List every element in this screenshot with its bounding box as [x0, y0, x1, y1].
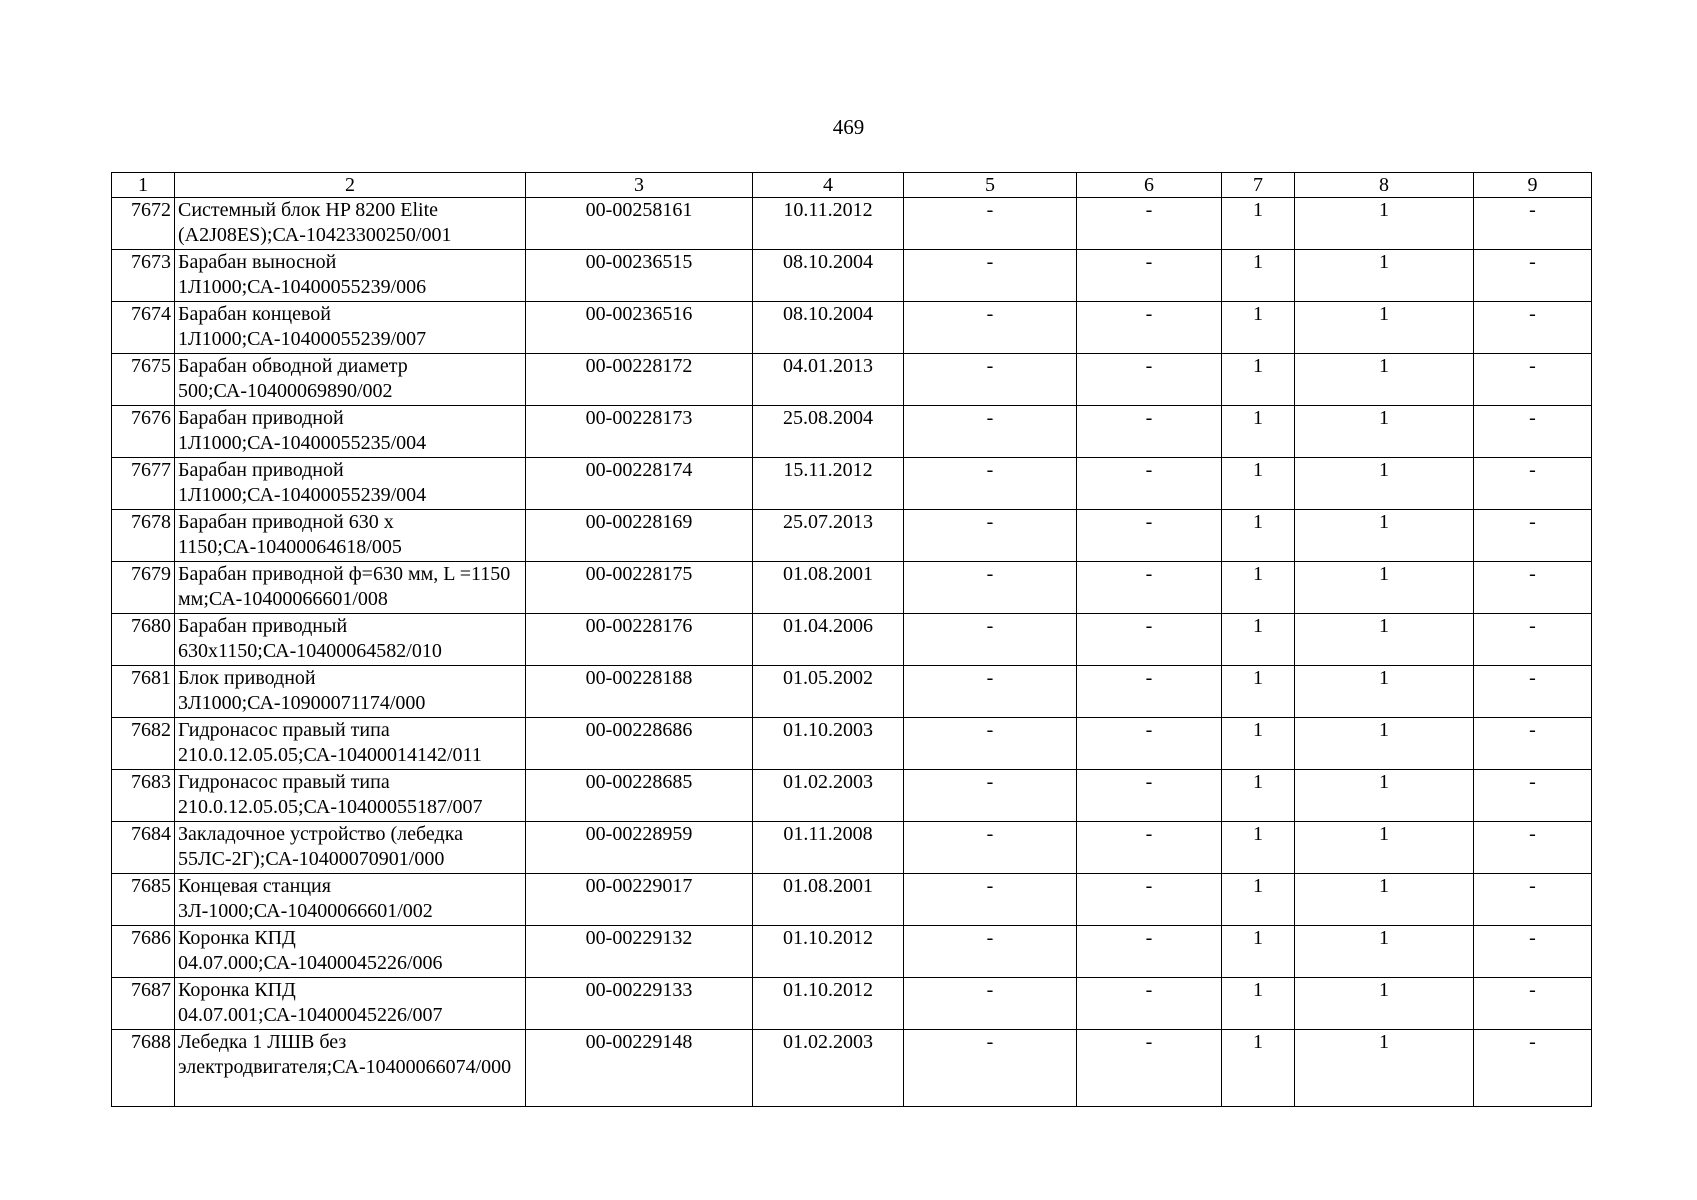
column-9-cell: -	[1474, 354, 1592, 406]
asset-name-cell: Блок приводной 3Л1000;СА-10900071174/000	[175, 666, 526, 718]
column-header: 6	[1077, 173, 1222, 198]
column-7-cell: 1	[1222, 770, 1295, 822]
inventory-code-cell: 00-00258161	[526, 198, 753, 250]
column-5-cell: -	[904, 874, 1077, 926]
inventory-code-cell: 00-00228188	[526, 666, 753, 718]
date-cell: 01.02.2003	[753, 1030, 904, 1107]
inventory-code-cell: 00-00228172	[526, 354, 753, 406]
column-5-cell: -	[904, 978, 1077, 1030]
row-number-cell: 7678	[112, 510, 175, 562]
column-7-cell: 1	[1222, 874, 1295, 926]
asset-name-cell: Барабан обводной диаметр 500;СА-10400069890/002	[175, 354, 526, 406]
asset-name-cell: Коронка КПД 04.07.001;СА-10400045226/007	[175, 978, 526, 1030]
inventory-code-cell: 00-00228959	[526, 822, 753, 874]
row-number-cell: 7686	[112, 926, 175, 978]
column-9-cell: -	[1474, 874, 1592, 926]
column-9-cell: -	[1474, 614, 1592, 666]
column-9-cell: -	[1474, 406, 1592, 458]
column-header: 5	[904, 173, 1077, 198]
column-5-cell: -	[904, 510, 1077, 562]
row-number-cell: 7684	[112, 822, 175, 874]
inventory-code-cell: 00-00228175	[526, 562, 753, 614]
column-8-cell: 1	[1295, 458, 1474, 510]
column-9-cell: -	[1474, 562, 1592, 614]
date-cell: 08.10.2004	[753, 250, 904, 302]
column-6-cell: -	[1077, 1030, 1222, 1107]
inventory-code-cell: 00-00228174	[526, 458, 753, 510]
date-cell: 01.11.2008	[753, 822, 904, 874]
column-9-cell: -	[1474, 198, 1592, 250]
column-6-cell: -	[1077, 614, 1222, 666]
column-header: 9	[1474, 173, 1592, 198]
column-7-cell: 1	[1222, 458, 1295, 510]
table-row	[112, 198, 1592, 250]
date-cell: 15.11.2012	[753, 458, 904, 510]
column-header: 1	[112, 173, 175, 198]
inventory-code-cell: 00-00229133	[526, 978, 753, 1030]
column-6-cell: -	[1077, 198, 1222, 250]
column-7-cell: 1	[1222, 562, 1295, 614]
row-number-cell: 7682	[112, 718, 175, 770]
date-cell: 01.02.2003	[753, 770, 904, 822]
row-number-cell: 7681	[112, 666, 175, 718]
column-9-cell: -	[1474, 666, 1592, 718]
date-cell: 01.10.2012	[753, 978, 904, 1030]
column-7-cell: 1	[1222, 510, 1295, 562]
column-7-cell: 1	[1222, 822, 1295, 874]
inventory-code-cell: 00-00228176	[526, 614, 753, 666]
column-header: 4	[753, 173, 904, 198]
column-6-cell: -	[1077, 874, 1222, 926]
column-6-cell: -	[1077, 926, 1222, 978]
asset-name-cell: Барабан выносной 1Л1000;СА-10400055239/006	[175, 250, 526, 302]
column-8-cell: 1	[1295, 198, 1474, 250]
column-5-cell: -	[904, 562, 1077, 614]
page-number: 469	[832, 115, 865, 139]
column-6-cell: -	[1077, 822, 1222, 874]
table-row	[112, 250, 1592, 302]
inventory-code-cell: 00-00228685	[526, 770, 753, 822]
column-8-cell: 1	[1295, 822, 1474, 874]
row-number-cell: 7685	[112, 874, 175, 926]
column-5-cell: -	[904, 250, 1077, 302]
inventory-code-cell: 00-00228686	[526, 718, 753, 770]
row-number-cell: 7679	[112, 562, 175, 614]
asset-name-cell: Гидронасос правый типа 210.0.12.05.05;СА-10400014142/011	[175, 718, 526, 770]
table-row	[112, 926, 1592, 978]
column-6-cell: -	[1077, 978, 1222, 1030]
inventory-code-cell: 00-00236515	[526, 250, 753, 302]
row-number-cell: 7676	[112, 406, 175, 458]
asset-name-cell: Барабан концевой 1Л1000;СА-10400055239/007	[175, 302, 526, 354]
column-9-cell: -	[1474, 458, 1592, 510]
column-5-cell: -	[904, 770, 1077, 822]
row-number-cell: 7688	[112, 1030, 175, 1107]
date-cell: 04.01.2013	[753, 354, 904, 406]
table-row	[112, 770, 1592, 822]
table-row	[112, 302, 1592, 354]
inventory-code-cell: 00-00228173	[526, 406, 753, 458]
column-5-cell: -	[904, 302, 1077, 354]
column-7-cell: 1	[1222, 614, 1295, 666]
column-9-cell: -	[1474, 510, 1592, 562]
column-8-cell: 1	[1295, 978, 1474, 1030]
column-8-cell: 1	[1295, 666, 1474, 718]
row-number-cell: 7687	[112, 978, 175, 1030]
table-row	[112, 1030, 1592, 1107]
column-header: 2	[175, 173, 526, 198]
column-7-cell: 1	[1222, 1030, 1295, 1107]
column-9-cell: -	[1474, 978, 1592, 1030]
inventory-code-cell: 00-00229017	[526, 874, 753, 926]
column-9-cell: -	[1474, 770, 1592, 822]
column-8-cell: 1	[1295, 718, 1474, 770]
asset-name-cell: Барабан приводный 630х1150;СА-10400064582/010	[175, 614, 526, 666]
column-5-cell: -	[904, 458, 1077, 510]
column-6-cell: -	[1077, 302, 1222, 354]
column-8-cell: 1	[1295, 874, 1474, 926]
row-number-cell: 7672	[112, 198, 175, 250]
column-9-cell: -	[1474, 718, 1592, 770]
inventory-code-cell: 00-00229148	[526, 1030, 753, 1107]
column-7-cell: 1	[1222, 406, 1295, 458]
date-cell: 01.08.2001	[753, 562, 904, 614]
table-row	[112, 666, 1592, 718]
table-row	[112, 978, 1592, 1030]
date-cell: 01.10.2003	[753, 718, 904, 770]
column-6-cell: -	[1077, 458, 1222, 510]
column-9-cell: -	[1474, 822, 1592, 874]
table-row	[112, 718, 1592, 770]
row-number-cell: 7680	[112, 614, 175, 666]
column-8-cell: 1	[1295, 302, 1474, 354]
column-5-cell: -	[904, 1030, 1077, 1107]
date-cell: 25.08.2004	[753, 406, 904, 458]
asset-name-cell: Лебедка 1 ЛШВ без электродвигателя;СА-10400066074/000	[175, 1030, 526, 1107]
column-8-cell: 1	[1295, 926, 1474, 978]
table-header-row	[112, 173, 1592, 198]
column-7-cell: 1	[1222, 250, 1295, 302]
column-header: 8	[1295, 173, 1474, 198]
column-5-cell: -	[904, 198, 1077, 250]
table-row	[112, 458, 1592, 510]
column-5-cell: -	[904, 718, 1077, 770]
inventory-code-cell: 00-00229132	[526, 926, 753, 978]
column-9-cell: -	[1474, 1030, 1592, 1107]
row-number-cell: 7673	[112, 250, 175, 302]
asset-name-cell: Концевая станция 3Л-1000;СА-10400066601/002	[175, 874, 526, 926]
column-7-cell: 1	[1222, 302, 1295, 354]
column-8-cell: 1	[1295, 770, 1474, 822]
row-number-cell: 7674	[112, 302, 175, 354]
row-number-cell: 7677	[112, 458, 175, 510]
column-5-cell: -	[904, 926, 1077, 978]
column-5-cell: -	[904, 354, 1077, 406]
column-6-cell: -	[1077, 562, 1222, 614]
asset-name-cell: Барабан приводной ф=630 мм, L =1150 мм;СА-10400066601/008	[175, 562, 526, 614]
column-5-cell: -	[904, 614, 1077, 666]
asset-name-cell: Гидронасос правый типа 210.0.12.05.05;СА-10400055187/007	[175, 770, 526, 822]
table-row	[112, 614, 1592, 666]
table-row	[112, 510, 1592, 562]
asset-registry-table	[111, 172, 1592, 1107]
column-7-cell: 1	[1222, 666, 1295, 718]
column-7-cell: 1	[1222, 978, 1295, 1030]
column-8-cell: 1	[1295, 250, 1474, 302]
column-8-cell: 1	[1295, 614, 1474, 666]
date-cell: 25.07.2013	[753, 510, 904, 562]
table-row	[112, 406, 1592, 458]
asset-name-cell: Системный блок HP 8200 Elite (A2J08ES);СА-10423300250/001	[175, 198, 526, 250]
date-cell: 01.05.2002	[753, 666, 904, 718]
column-7-cell: 1	[1222, 354, 1295, 406]
asset-name-cell: Барабан приводной 1Л1000;СА-10400055235/004	[175, 406, 526, 458]
column-header: 7	[1222, 173, 1295, 198]
column-7-cell: 1	[1222, 926, 1295, 978]
column-8-cell: 1	[1295, 1030, 1474, 1107]
table-row	[112, 562, 1592, 614]
date-cell: 01.10.2012	[753, 926, 904, 978]
column-7-cell: 1	[1222, 198, 1295, 250]
column-6-cell: -	[1077, 770, 1222, 822]
date-cell: 10.11.2012	[753, 198, 904, 250]
row-number-cell: 7675	[112, 354, 175, 406]
column-9-cell: -	[1474, 302, 1592, 354]
date-cell: 08.10.2004	[753, 302, 904, 354]
column-5-cell: -	[904, 406, 1077, 458]
column-8-cell: 1	[1295, 354, 1474, 406]
column-6-cell: -	[1077, 250, 1222, 302]
inventory-code-cell: 00-00228169	[526, 510, 753, 562]
column-5-cell: -	[904, 666, 1077, 718]
column-8-cell: 1	[1295, 510, 1474, 562]
asset-name-cell: Закладочное устройство (лебедка 55ЛС-2Г);СА-10400070901/000	[175, 822, 526, 874]
column-6-cell: -	[1077, 510, 1222, 562]
column-9-cell: -	[1474, 926, 1592, 978]
asset-name-cell: Барабан приводной 1Л1000;СА-10400055239/004	[175, 458, 526, 510]
asset-name-cell: Барабан приводной 630 х 1150;СА-10400064618/005	[175, 510, 526, 562]
table-row	[112, 822, 1592, 874]
column-9-cell: -	[1474, 250, 1592, 302]
asset-name-cell: Коронка КПД 04.07.000;СА-10400045226/006	[175, 926, 526, 978]
column-6-cell: -	[1077, 406, 1222, 458]
row-number-cell: 7683	[112, 770, 175, 822]
column-header: 3	[526, 173, 753, 198]
column-6-cell: -	[1077, 354, 1222, 406]
column-5-cell: -	[904, 822, 1077, 874]
column-8-cell: 1	[1295, 406, 1474, 458]
column-8-cell: 1	[1295, 562, 1474, 614]
inventory-code-cell: 00-00236516	[526, 302, 753, 354]
date-cell: 01.04.2006	[753, 614, 904, 666]
date-cell: 01.08.2001	[753, 874, 904, 926]
table-row	[112, 874, 1592, 926]
column-6-cell: -	[1077, 666, 1222, 718]
column-7-cell: 1	[1222, 718, 1295, 770]
column-6-cell: -	[1077, 718, 1222, 770]
table-row	[112, 354, 1592, 406]
